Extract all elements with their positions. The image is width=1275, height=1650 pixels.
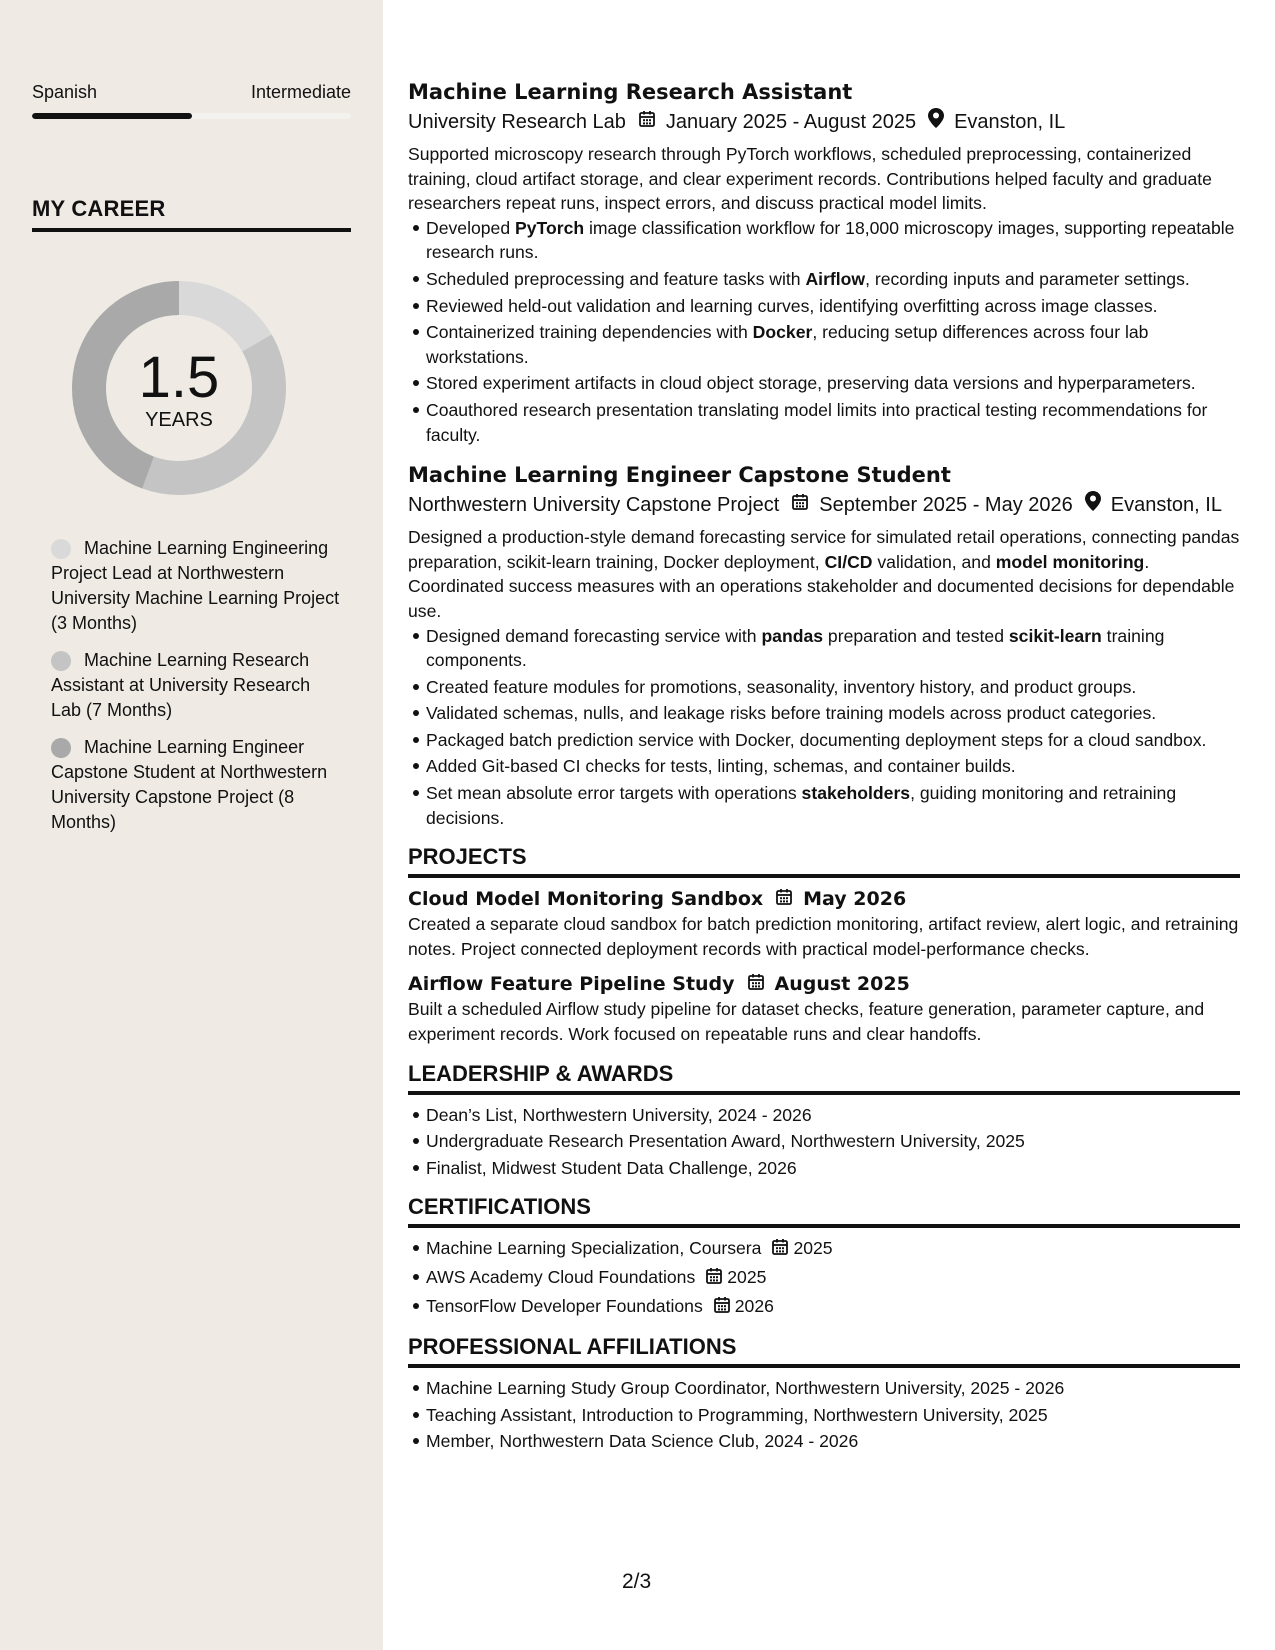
project-title: Cloud Model Monitoring Sandbox xyxy=(408,888,764,911)
calendar-icon xyxy=(705,1267,723,1292)
job-bullet: Validated schemas, nulls, and leakage risks before training models across product categories. xyxy=(426,701,1240,726)
awards-heading: LEADERSHIP & AWARDS xyxy=(408,1061,1240,1095)
career-donut-chart xyxy=(66,275,292,501)
affiliations-section xyxy=(408,1334,1240,1454)
project-entry xyxy=(408,971,1240,1046)
calendar-icon xyxy=(713,1296,731,1321)
job-bullet: Added Git-based CI checks for tests, linting, schemas, and container builds. xyxy=(426,754,1240,779)
job-bullet: Reviewed held-out validation and learning curves, identifying overfitting across image classes. xyxy=(426,294,1240,319)
job-meta xyxy=(408,491,1240,519)
language-row xyxy=(32,82,351,103)
job-meta xyxy=(408,108,1240,136)
experience-list xyxy=(408,78,1240,830)
project-title-row xyxy=(408,886,1240,912)
career-legend-item: Machine Learning Engineering Project Lead at Northwestern University Machine Learning Project (3 Months) xyxy=(51,538,340,633)
job-title: Machine Learning Engineer Capstone Student xyxy=(408,463,951,488)
career-legend-item: Machine Learning Research Assistant at University Research Lab (7 Months) xyxy=(51,650,311,720)
language-proficiency-fill xyxy=(32,113,192,119)
award-item: Finalist, Midwest Student Data Challenge, 2026 xyxy=(426,1156,1240,1181)
job-summary: Designed a production-style demand forecasting service for simulated retail operations, connecting pandas preparation, scikit-learn training, Docker deployment, CI/CD validation, and model monitoring. Coordinated success measures with an operations stakeholder and documented decisions for dependable use. xyxy=(408,527,1240,621)
job-summary: Supported microscopy research through PyTorch workflows, scheduled preprocessing, containerized training, cloud artifact storage, and clear experiment records. Contributions helped faculty and graduate researchers repeat runs, inspect errors, and discuss practical model limits. xyxy=(408,144,1212,214)
job-bullet: Developed PyTorch image classification workflow for 18,000 microscopy images, supporting repeatable research runs. xyxy=(426,216,1240,265)
job-bullet: Packaged batch prediction service with Docker, documenting deployment steps for a cloud sandbox. xyxy=(426,728,1240,753)
projects-list xyxy=(408,886,1240,1046)
certification-name: AWS Academy Cloud Foundations xyxy=(426,1267,696,1287)
legend-dot xyxy=(51,651,71,671)
career-heading: MY CAREER xyxy=(32,196,351,232)
job-bullets xyxy=(408,216,1240,447)
job-bullet: Stored experiment artifacts in cloud object storage, preserving data versions and hyperparameters. xyxy=(426,371,1240,396)
career-legend xyxy=(51,536,341,847)
job-bullet: Coauthored research presentation translating model limits into practical testing recommendations for faculty. xyxy=(426,398,1240,447)
certification-year: 2025 xyxy=(793,1238,833,1259)
sidebar xyxy=(0,0,383,1650)
experience-entry xyxy=(408,78,1240,447)
affiliation-item: Machine Learning Study Group Coordinator, Northwestern University, 2025 - 2026 xyxy=(426,1376,1240,1401)
certification-item xyxy=(426,1236,1240,1263)
affiliations-heading: PROFESSIONAL AFFILIATIONS xyxy=(408,1334,1240,1368)
legend-dot xyxy=(51,539,71,559)
project-title: Airflow Feature Pipeline Study xyxy=(408,973,735,996)
location-pin-icon xyxy=(928,108,944,136)
award-item: Undergraduate Research Presentation Award, Northwestern University, 2025 xyxy=(426,1129,1240,1154)
projects-heading: PROJECTS xyxy=(408,844,1240,878)
job-organization: University Research Lab xyxy=(408,111,626,133)
affiliation-item: Teaching Assistant, Introduction to Programming, Northwestern University, 2025 xyxy=(426,1403,1240,1428)
language-level: Intermediate xyxy=(250,82,351,102)
project-date: August 2025 xyxy=(774,973,910,996)
projects-section xyxy=(408,844,1240,1046)
donut-unit: YEARS xyxy=(145,409,213,431)
certification-item xyxy=(426,1265,1240,1292)
certifications-section xyxy=(408,1194,1240,1320)
award-item: Dean’s List, Northwestern University, 2024 - 2026 xyxy=(426,1103,1240,1128)
career-legend-item: Machine Learning Engineer Capstone Student at Northwestern University Capstone Project (8 Months) xyxy=(51,737,328,832)
calendar-icon xyxy=(775,888,793,911)
job-bullet: Created feature modules for promotions, seasonality, inventory history, and product groups. xyxy=(426,675,1240,700)
job-bullet: Set mean absolute error targets with operations stakeholders, guiding monitoring and retraining decisions. xyxy=(426,781,1240,830)
calendar-icon xyxy=(638,108,656,136)
job-bullet: Designed demand forecasting service with pandas preparation and tested scikit-learn training components. xyxy=(426,624,1240,673)
job-bullet: Containerized training dependencies with Docker, reducing setup differences across four lab workstations. xyxy=(426,320,1240,369)
language-name: Spanish xyxy=(32,82,98,102)
affiliation-item: Member, Northwestern Data Science Club, 2024 - 2026 xyxy=(426,1429,1240,1454)
job-dates: September 2025 - May 2026 xyxy=(819,494,1073,517)
job-location: Evanston, IL xyxy=(1110,494,1222,517)
certification-name: TensorFlow Developer Foundations xyxy=(426,1295,703,1316)
page-number: 2/3 xyxy=(622,1570,652,1593)
certification-year: 2026 xyxy=(734,1295,774,1316)
certification-year: 2025 xyxy=(727,1267,767,1287)
job-title: Machine Learning Research Assistant xyxy=(408,80,853,104)
certifications-heading: CERTIFICATIONS xyxy=(408,1194,1240,1228)
certification-item xyxy=(426,1294,1240,1321)
project-description: Built a scheduled Airflow study pipeline for dataset checks, feature generation, parameter capture, and experiment records. Work focused on repeatable runs and clear handoffs. xyxy=(408,999,1205,1045)
job-organization: Northwestern University Capstone Project xyxy=(408,494,780,517)
job-bullet: Scheduled preprocessing and feature tasks with Airflow, recording inputs and parameter settings. xyxy=(426,267,1240,292)
project-description: Created a separate cloud sandbox for batch prediction monitoring, artifact review, alert logic, and retraining notes. Project connected deployment records with practical model-performance checks. xyxy=(408,914,1239,959)
main-content xyxy=(408,78,1240,1456)
affiliations-list xyxy=(408,1376,1240,1454)
certification-name: Machine Learning Specialization, Coursera xyxy=(426,1238,762,1259)
project-date: May 2026 xyxy=(803,888,907,911)
awards-section xyxy=(408,1061,1240,1181)
legend-dot xyxy=(51,738,71,758)
calendar-icon xyxy=(771,1238,789,1263)
awards-list xyxy=(408,1103,1240,1181)
calendar-icon xyxy=(747,973,765,996)
calendar-icon xyxy=(791,491,809,519)
experience-entry xyxy=(408,461,1240,830)
job-location: Evanston, IL xyxy=(954,111,1066,133)
location-pin-icon xyxy=(1085,491,1101,519)
certifications-list xyxy=(408,1236,1240,1320)
job-dates: January 2025 - August 2025 xyxy=(665,111,917,133)
language-proficiency-bar xyxy=(32,113,351,119)
project-entry xyxy=(408,886,1240,961)
job-bullets xyxy=(408,624,1240,831)
project-title-row xyxy=(408,971,1240,997)
donut-value: 1.5 xyxy=(138,345,220,410)
